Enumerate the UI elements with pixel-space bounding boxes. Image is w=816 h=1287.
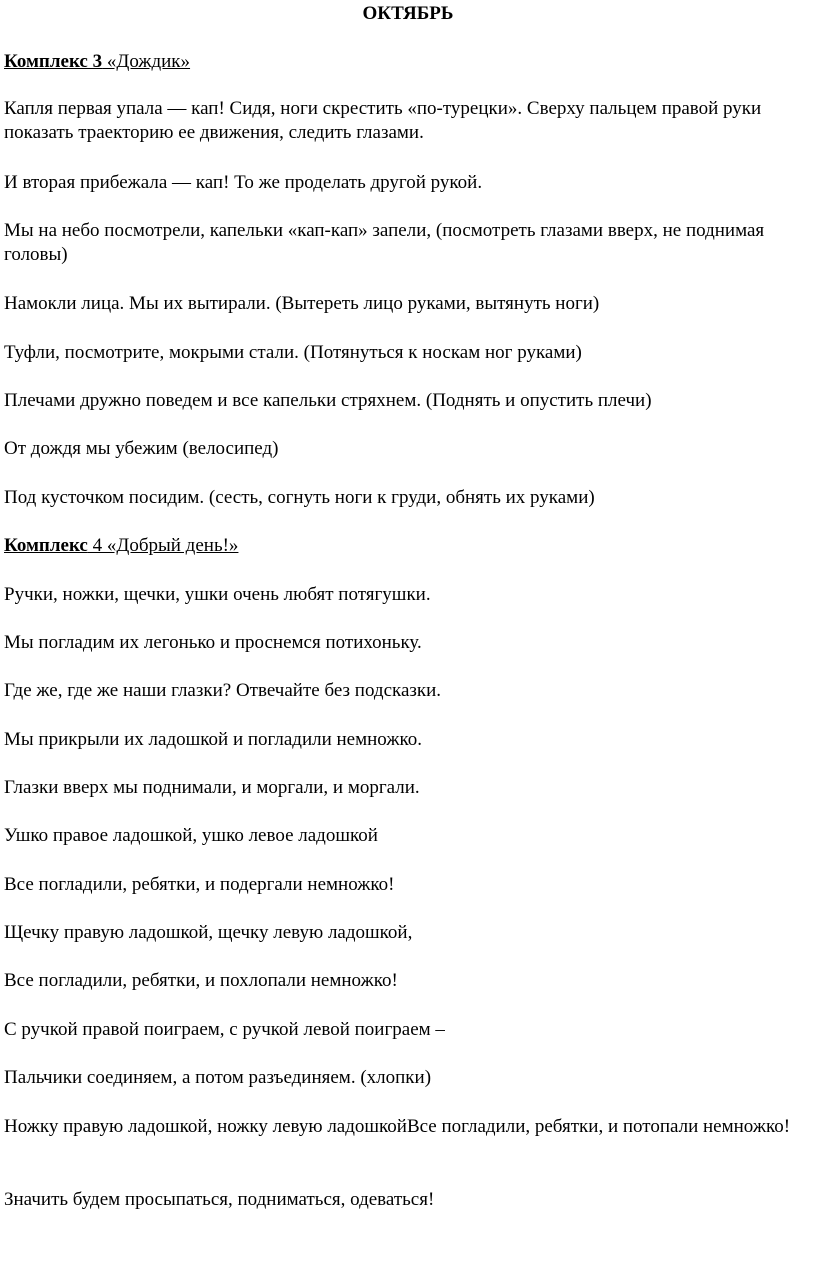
complex-4-heading-rest: 4 «Добрый день!» <box>87 535 239 556</box>
complex-4-line: Все погладили, ребятки, и похлопали немножко! <box>4 970 398 991</box>
complex-4-heading <box>4 534 238 558</box>
complex-4-line: Где же, где же наши глазки? Отвечайте без подсказки. <box>4 680 442 701</box>
complex-4-line: С ручкой правой поиграем, с ручкой левой поиграем – <box>4 1019 445 1040</box>
complex-4-line: Мы погладим их легонько и проснемся потихоньку. <box>4 632 422 653</box>
complex-3-heading-bold: Комплекс 3 <box>4 51 103 72</box>
page-title: ОКТЯБРЬ <box>362 3 454 24</box>
complex-4-line: Ушко правое ладошкой, ушко левое ладошкой <box>4 825 378 846</box>
complex-4-line: Пальчики соединяем, а потом разъединяем. (хлопки) <box>4 1067 432 1088</box>
complex-4-line: Мы прикрыли их ладошкой и погладили немножко. <box>4 729 422 750</box>
complex-3-line: Под кусточком посидим. (сесть, согнуть ноги к груди, обнять их руками) <box>4 487 595 508</box>
complex-3-line: От дождя мы убежим (велосипед) <box>4 438 279 459</box>
complex-3-line: И вторая прибежала — кап! То же проделать другой рукой. <box>4 172 483 193</box>
complex-3-heading <box>4 50 190 74</box>
complex-3-line: Плечами дружно поведем и все капельки стряхнем. (Поднять и опустить плечи) <box>4 390 652 411</box>
complex-3-line: Мы на небо посмотрели, капельки «кап-кап» запели, (посмотреть глазами вверх, не поднимая головы) <box>4 220 765 265</box>
complex-4-line: Значить будем просыпаться, подниматься, одеваться! <box>4 1189 435 1210</box>
complex-4-heading-bold: Комплекс <box>4 535 88 556</box>
complex-3-heading-rest: «Дождик» <box>102 51 191 72</box>
complex-3-line: Намокли лица. Мы их вытирали. (Вытереть лицо руками, вытянуть ноги) <box>4 293 600 314</box>
complex-3-line: Туфли, посмотрите, мокрыми стали. (Потянуться к носкам ног руками) <box>4 342 582 363</box>
complex-4-line: Ручки, ножки, щечки, ушки очень любят потягушки. <box>4 584 431 605</box>
complex-4-line: Все погладили, ребятки, и подергали немножко! <box>4 874 395 895</box>
complex-4-line: Щечку правую ладошкой, щечку левую ладошкой, <box>4 922 413 943</box>
complex-4-line: Ножку правую ладошкой, ножку левую ладошкойВсе погладили, ребятки, и потопали немножко! <box>4 1116 791 1137</box>
complex-3-line: Капля первая упала — кап! Сидя, ноги скрестить «по-турецки». Сверху пальцем правой руки показать траекторию ее движения, следить глазами. <box>4 98 762 143</box>
complex-4-line: Глазки вверх мы поднимали, и моргали, и моргали. <box>4 777 420 798</box>
